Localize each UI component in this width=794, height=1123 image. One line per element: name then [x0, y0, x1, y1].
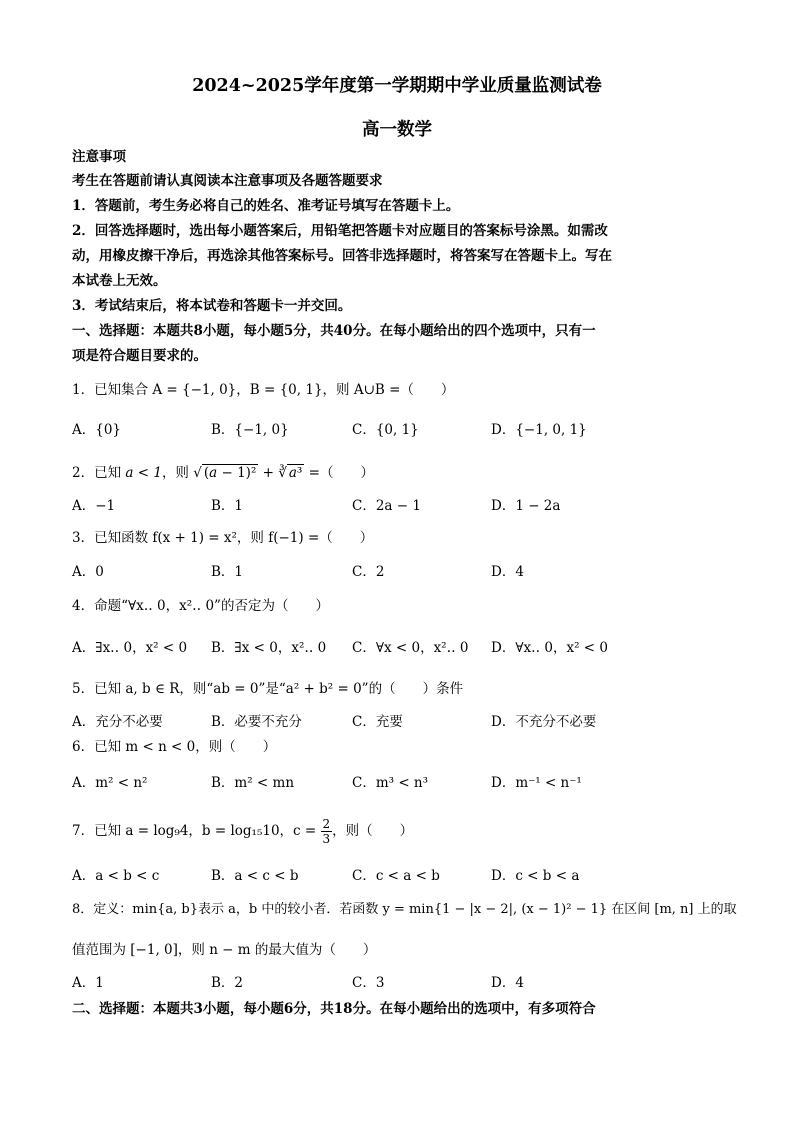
- question-5-stem: 5．已知 a, b ∈ R，则“ab = 0”是“a² + b² = 0”的（ ）条件: [72, 681, 464, 697]
- question-7-stem: [72, 817, 413, 846]
- question-2-option-a: A．−1: [72, 498, 116, 514]
- question-2-mid: ，则: [161, 465, 194, 481]
- question-2-condition: a < 1: [125, 465, 162, 481]
- notice-item-2-line3: 本试卷上无效。: [72, 273, 167, 289]
- question-1-option-a: A．{0}: [72, 422, 122, 438]
- question-7-option-d: D．c < b < a: [491, 868, 580, 884]
- question-8-option-c: C．3: [352, 975, 385, 991]
- question-7-prefix: 7．已知 a = log₉4，b = log₁₅10，c =: [72, 823, 321, 839]
- notice-item-1: 1．答题前，考生务必将自己的姓名、准考证号填写在答题卡上。: [72, 198, 460, 214]
- question-1-option-c: C．{0, 1}: [352, 422, 419, 438]
- notice-item-2-line1: 2．回答选择题时，选出每小题答案后，用铅笔把答题卡对应题目的答案标号涂黑。如需改: [72, 223, 608, 239]
- question-7-option-c: C．c < a < b: [352, 868, 440, 884]
- exam-title: 2024~2025学年度第一学期期中学业质量监测试卷: [192, 76, 602, 96]
- question-4-option-a: A．∃x‥ 0，x² < 0: [72, 640, 188, 656]
- question-2-option-c: C．2a − 1: [352, 498, 421, 514]
- question-3-option-d: D．4: [491, 564, 524, 580]
- question-6-option-a: A．m² < n²: [72, 775, 148, 791]
- notice-item-3: 3．考试结束后，将本试卷和答题卡一并交回。: [72, 298, 352, 314]
- question-2-prefix: 2．已知: [72, 465, 126, 481]
- question-6-option-c: C．m³ < n³: [352, 775, 429, 791]
- exam-subject: 高一数学: [362, 120, 432, 140]
- question-1-option-d: D．{−1, 0, 1}: [491, 422, 587, 438]
- question-8-option-a: A．1: [72, 975, 104, 991]
- question-5-option-b: B．必要不充分: [211, 714, 302, 730]
- question-4-option-d: D．∀x‥ 0，x² < 0: [491, 640, 608, 656]
- section1-heading-line2: 项是符合题目要求的。: [72, 348, 207, 364]
- question-8-stem-line1: 8．定义：min{a, b}表示 a，b 中的较小者．若函数 y = min{1 − |x − 2|, (x − 1)² − 1} 在区间 [m, n] 上的取: [72, 902, 737, 917]
- question-8-option-d: D．4: [491, 975, 524, 991]
- question-2-option-b: B．1: [211, 498, 244, 514]
- question-7-option-b: B．a < c < b: [211, 868, 299, 884]
- question-5-option-a: A．充分不必要: [72, 714, 163, 730]
- question-5-option-d: D．不充分不必要: [491, 714, 597, 730]
- question-3-option-a: A．0: [72, 564, 104, 580]
- question-6-option-d: D．m⁻¹ < n⁻¹: [491, 775, 582, 791]
- notice-heading: 注意事项: [72, 149, 126, 165]
- question-7-fraction: $\frac{2}{3}$: [322, 817, 331, 846]
- question-3-option-c: C．2: [352, 564, 385, 580]
- question-4-option-b: B．∃x < 0，x²‥ 0: [211, 640, 327, 656]
- question-2-stem: [72, 463, 374, 483]
- question-7-suffix: ，则（ ）: [332, 823, 414, 839]
- section2-heading-line1: 二、选择题：本题共3小题，每小题6分，共18分。在每小题给出的选项中，有多项符合: [72, 1001, 596, 1017]
- question-7-option-a: A．a < b < c: [72, 868, 160, 884]
- question-8-option-b: B．2: [211, 975, 244, 991]
- question-2-option-d: D．1 − 2a: [491, 498, 561, 514]
- notice-item-2-line2: 动，用橡皮擦干净后，再选涂其他答案标号。回答非选择题时，将答案写在答题卡上。写在: [72, 248, 612, 264]
- question-5-option-c: C．充要: [352, 714, 403, 730]
- notice-intro: 考生在答题前请认真阅读本注意事项及各题答题要求: [72, 173, 383, 189]
- question-1-stem: 1．已知集合 A = {−1, 0}，B = {0, 1}，则 A∪B =（ ）: [72, 382, 455, 398]
- section1-heading-line1: 一、选择题：本题共8小题，每小题5分，共40分。在每小题给出的四个选项中，只有一: [72, 323, 596, 339]
- question-4-option-c: C．∀x < 0，x²‥ 0: [352, 640, 469, 656]
- question-3-option-b: B．1: [211, 564, 244, 580]
- question-6-stem: 6．已知 m < n < 0，则（ ）: [72, 739, 277, 755]
- question-6-option-b: B．m² < mn: [211, 775, 295, 791]
- question-4-stem: 4．命题“∀x‥ 0，x²‥ 0”的否定为（ ）: [72, 598, 329, 614]
- question-8-stem-line2: 值范围为 [−1, 0]，则 n − m 的最大值为（ ）: [72, 942, 377, 958]
- question-2-expression: √ (a − 1)² + ∛ a³: [193, 465, 303, 481]
- question-2-suffix: =（ ）: [304, 465, 374, 481]
- question-3-stem: 3．已知函数 f(x + 1) = x²，则 f(−1) =（ ）: [72, 530, 374, 546]
- question-1-option-b: B．{−1, 0}: [211, 422, 289, 438]
